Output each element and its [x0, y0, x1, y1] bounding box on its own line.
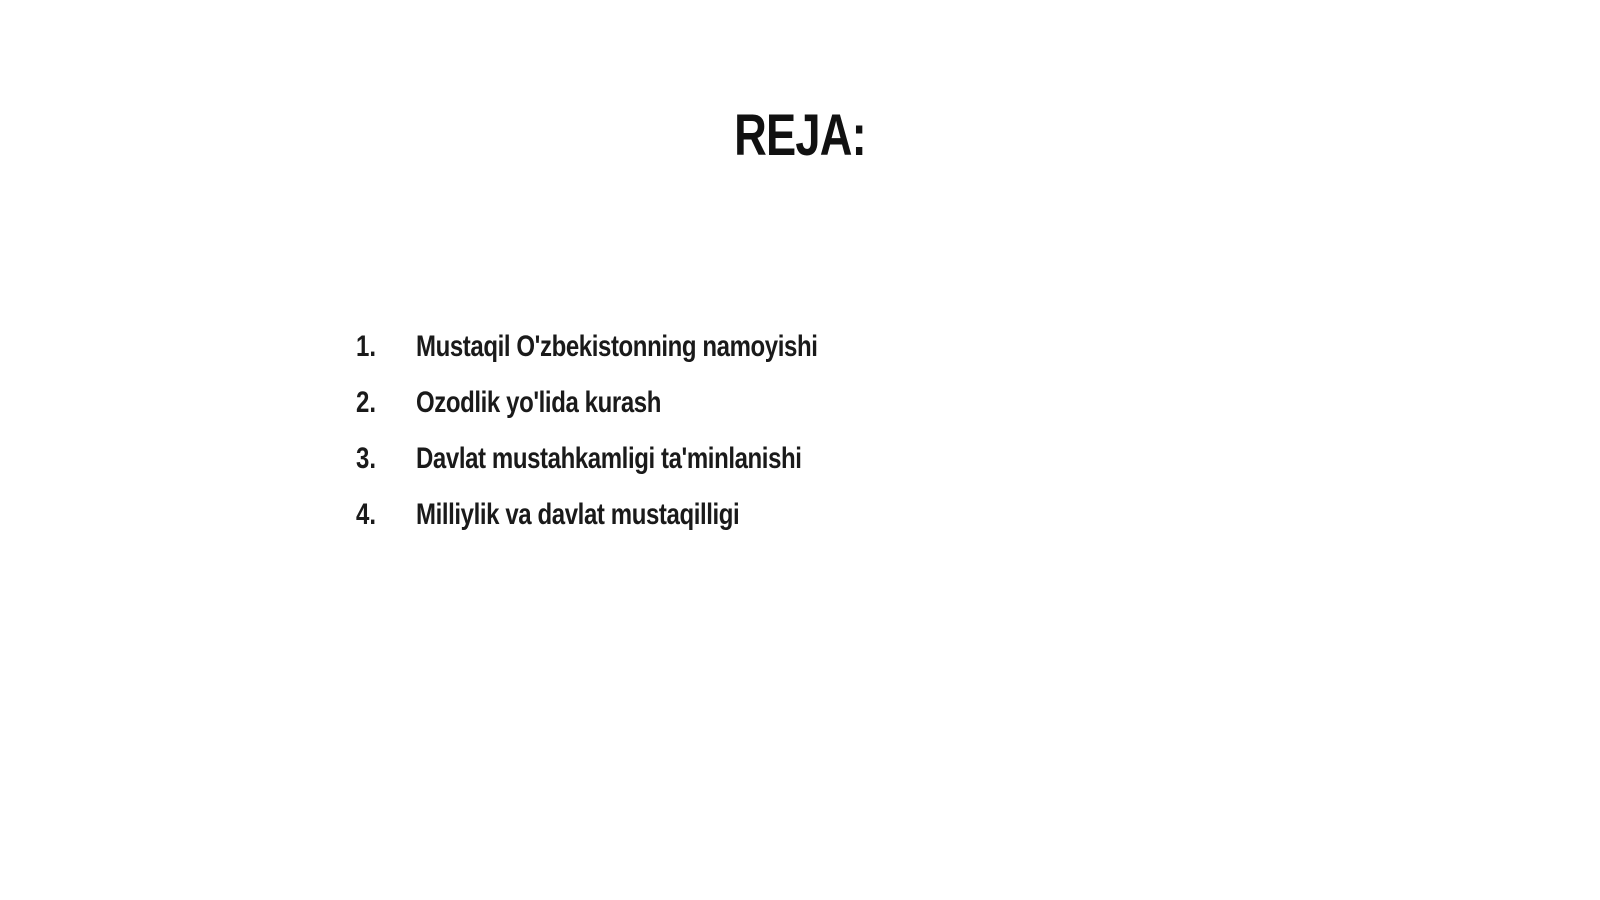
slide-title: REJA:	[734, 103, 866, 168]
list-item	[356, 330, 918, 386]
list-item	[356, 386, 918, 442]
list-item	[356, 498, 918, 554]
list-item-text: Davlat mustahkamligi ta'minlanishi	[416, 442, 802, 475]
list-item-number: 2.	[356, 386, 377, 419]
list-item	[356, 442, 918, 498]
plan-list	[356, 330, 918, 554]
list-item-text: Mustaqil O'zbekistonning namoyishi	[416, 330, 818, 363]
list-item-number: 4.	[356, 498, 377, 531]
list-item-text: Milliylik va davlat mustaqilligi	[416, 498, 740, 531]
list-item-text: Ozodlik yo'lida kurash	[416, 386, 661, 419]
list-item-number: 3.	[356, 442, 377, 475]
list-item-number: 1.	[356, 330, 377, 363]
